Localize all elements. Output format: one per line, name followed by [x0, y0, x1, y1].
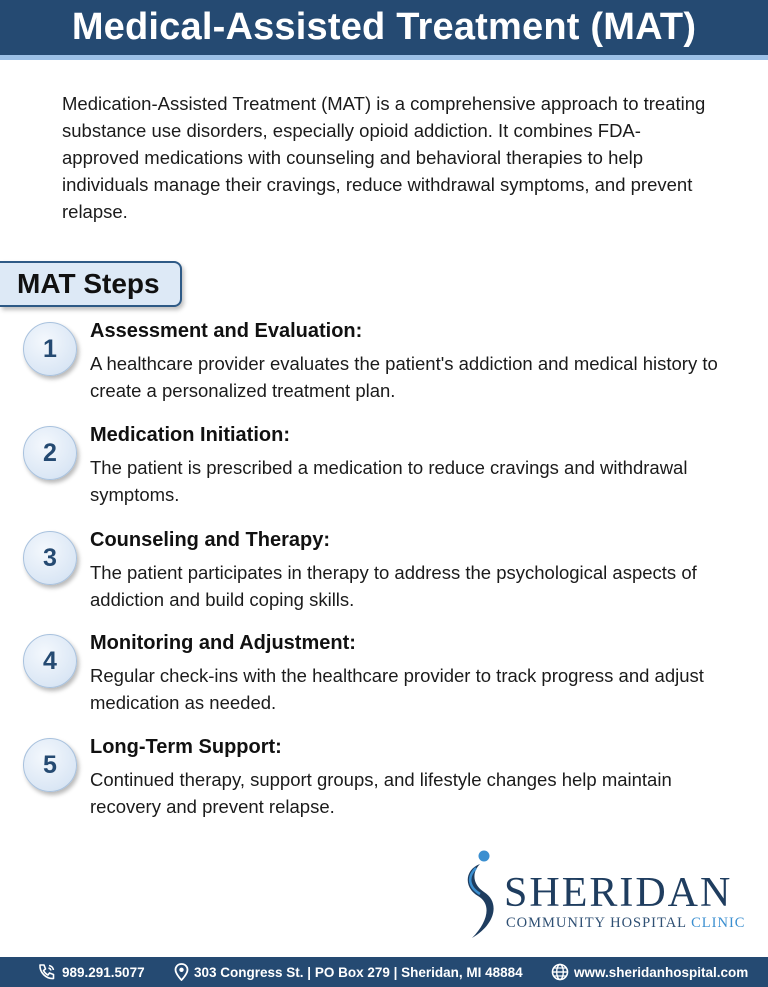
- step-number-badge: 1: [23, 322, 77, 376]
- page-footer: [0, 957, 768, 987]
- phone-icon: [37, 963, 57, 981]
- step-description: Regular check-ins with the healthcare provider to track progress and adjust medication as needed.: [90, 665, 704, 713]
- step-item: [0, 531, 768, 621]
- step-title: Long-Term Support:: [90, 736, 282, 758]
- step-item: [0, 426, 768, 516]
- step-title: Monitoring and Adjustment:: [90, 632, 356, 654]
- step-description: The patient participates in therapy to address the psychological aspects of addiction and build coping skills.: [90, 562, 697, 610]
- step-description: A healthcare provider evaluates the patient's addiction and medical history to create a personalized treatment plan.: [90, 353, 718, 401]
- intro-paragraph: Medication-Assisted Treatment (MAT) is a comprehensive approach to treating substance use disorders, especially opioid addiction. It combines FDA-approved medications with counseling and behavioral therapies to help individuals manage their cravings, reduce withdrawal symptoms, and prevent relapse.: [62, 93, 706, 222]
- step-item: [0, 322, 768, 412]
- section-heading-mat-steps: MAT Steps: [0, 261, 182, 307]
- step-number-badge: 2: [23, 426, 77, 480]
- logo-subtitle: [506, 915, 745, 932]
- step-item: [0, 738, 768, 828]
- globe-icon: [551, 963, 569, 981]
- ribbon-figure-icon: [458, 848, 502, 940]
- page-title: Medical-Assisted Treatment (MAT): [71, 5, 697, 48]
- step-description: Continued therapy, support groups, and lifestyle changes help maintain recovery and prevent relapse.: [90, 769, 672, 817]
- step-title: Medication Initiation:: [90, 424, 290, 446]
- logo-subtitle-accent: CLINIC: [691, 915, 746, 931]
- footer-address: [174, 957, 523, 987]
- footer-website[interactable]: [551, 957, 748, 987]
- step-item: [0, 634, 768, 724]
- footer-address-text: 303 Congress St. | PO Box 279 | Sheridan, MI 48884: [194, 964, 523, 980]
- logo-wordmark: SHERIDAN: [504, 870, 733, 916]
- sheridan-logo: [458, 848, 758, 940]
- footer-phone[interactable]: [37, 957, 145, 987]
- footer-website-text: www.sheridanhospital.com: [574, 964, 749, 980]
- step-description: The patient is prescribed a medication to reduce cravings and withdrawal symptoms.: [90, 457, 688, 505]
- step-title: Counseling and Therapy:: [90, 529, 331, 551]
- step-number-badge: 3: [23, 531, 77, 585]
- logo-subtitle-main: COMMUNITY HOSPITAL: [506, 915, 687, 931]
- step-number-badge: 4: [23, 634, 77, 688]
- page-header: [0, 0, 768, 60]
- footer-phone-text: 989.291.5077: [62, 964, 145, 980]
- location-pin-icon: [174, 963, 189, 981]
- step-title: Assessment and Evaluation:: [90, 320, 363, 342]
- step-number-badge: 5: [23, 738, 77, 792]
